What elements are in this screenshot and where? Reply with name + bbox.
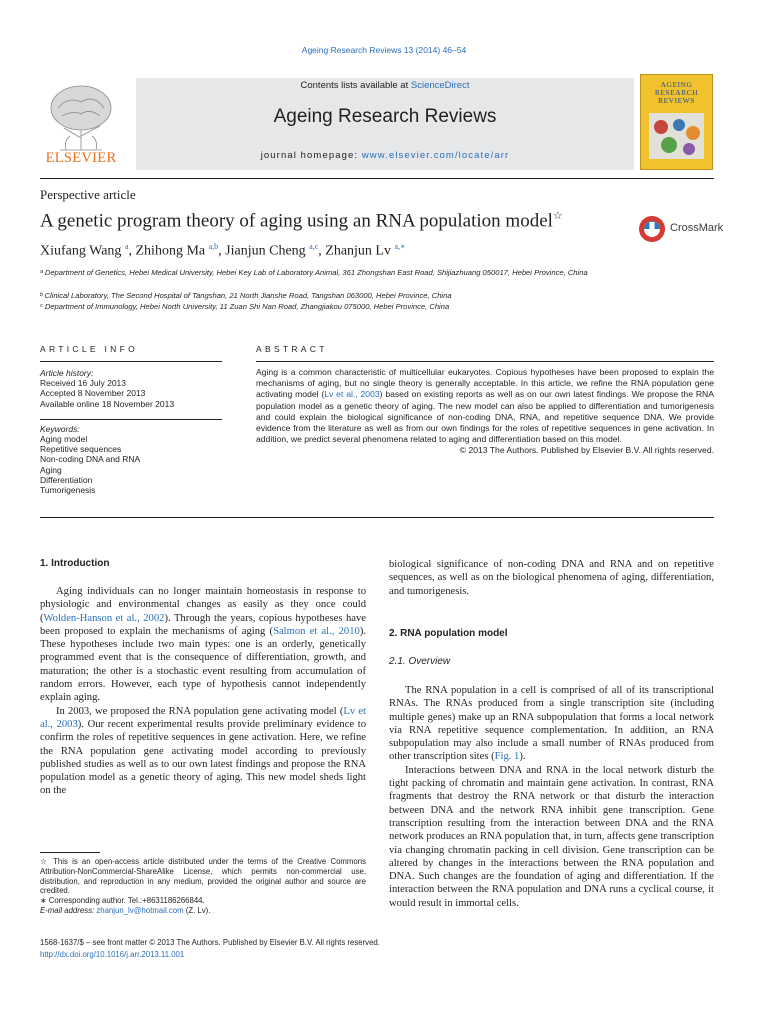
email-link[interactable]: zhanjun_lv@hotmail.com bbox=[96, 905, 184, 915]
article-title bbox=[40, 209, 563, 232]
author-name: Zhihong Ma bbox=[135, 243, 206, 259]
affiliation-a: ᵃ Department of Genetics, Hebei Medical University, Hebei Key Lab of Laboratory Animal, 361 Zhongshan East Road, Shijiazhuang 050017, Hebei Province, China bbox=[40, 268, 588, 277]
text-run: The RNA population in a cell is comprised of all of its transcriptional RNAs. The RNAs produced from a single transcription site (including multiple genes) make up an RNA subpopulation that forms a local network via RNA repetitive sequence complementation. In addition, an RNA subpopulation may also include a small number of RNAs produced from other transcription sites ( bbox=[389, 685, 714, 763]
issn-line: 1568-1637/$ – see front matter © 2013 The Authors. Published by Elsevier B.V. All rights reserved. bbox=[40, 938, 380, 947]
figure-link[interactable]: Fig. 1 bbox=[494, 751, 520, 763]
contents-available-line bbox=[136, 80, 634, 91]
author-list: Xiufang Wang $^a$, Zhihong Ma $^{a,b}$, Jianjun Cheng $^{a,c}$, Zhanjun Lv $^{a,∗}$ bbox=[40, 242, 406, 259]
overview-paragraph-1 bbox=[389, 684, 714, 764]
sciencedirect-link[interactable]: ScienceDirect bbox=[410, 80, 470, 91]
email-suffix: (Z. Lv). bbox=[183, 905, 211, 915]
abstract-label: ABSTRACT bbox=[256, 344, 328, 354]
keywords-label: Keywords: bbox=[40, 423, 80, 434]
crossmark-label: CrossMark bbox=[670, 222, 724, 234]
left-column-body bbox=[40, 585, 366, 798]
article-title-text: A genetic program theory of aging using an RNA population model bbox=[40, 210, 553, 232]
citation-link[interactable]: Lv et al., 2003 bbox=[40, 705, 366, 730]
article-type: Perspective article bbox=[40, 187, 136, 202]
article-info-label: ARTICLE INFO bbox=[40, 344, 139, 354]
text-run: ). bbox=[519, 751, 526, 763]
overview-paragraph-2: Interactions between DNA and RNA in the local network disturb the tight packing of chromatin and maintain gene activation. In contrast, RNA fragments that destroy the RNA network or that disturb the interaction between DNA and the network RNA inhibit gene transcription. Gene transcription resulting from the interaction between DNA and the RNA network produces an RNA population that, in turn, affects gene transcription via changing chromatin packing in cell division. Gene transcription can be altered by changes in the interactions between the RNA population and DNA. Such changes are the foundation of aging and differentiation. If the interaction between the RNA population and DNA runs a cyclical course, it would result in immortal cells. bbox=[389, 764, 714, 909]
keywords-rule bbox=[40, 419, 222, 420]
abstract-copyright: © 2013 The Authors. Published by Elsevier B.V. All rights reserved. bbox=[459, 445, 714, 456]
keyword-item: Aging model bbox=[40, 434, 88, 445]
cover-title: AGEING RESEARCH REVIEWS bbox=[654, 80, 699, 105]
journal-masthead bbox=[40, 70, 714, 170]
email-label: E-mail address: bbox=[40, 905, 97, 915]
text-run: ). These hypotheses include two main types: one is an orderly, genetically programmed event that is the consequence of differentiation, growth, and maturation; the other is a stochastic event resulting from accumulation of random errors. However, each type of hypothesis cannot independently explain aging. bbox=[40, 625, 366, 704]
keyword-item: Tumorigenesis bbox=[40, 485, 96, 496]
email-footnote bbox=[40, 906, 366, 916]
abstract-body bbox=[256, 367, 714, 457]
affiliation-b: ᵇ Clinical Laboratory, The Second Hospital of Tangshan, 21 North Jianshe Road, Tangshan 063000, Hebei Province, China bbox=[40, 291, 452, 300]
page-footer bbox=[40, 937, 714, 961]
accepted-date: Accepted 8 November 2013 bbox=[40, 388, 146, 399]
journal-homepage-line bbox=[136, 150, 634, 161]
homepage-link[interactable]: www.elsevier.com/locate/arr bbox=[361, 150, 510, 161]
intro-paragraph-2 bbox=[40, 705, 366, 798]
footnote-rule bbox=[40, 852, 100, 853]
crossmark-icon bbox=[638, 213, 666, 245]
keyword-item: Non-coding DNA and RNA bbox=[40, 454, 141, 465]
masthead-divider bbox=[40, 178, 714, 179]
journal-citation-link[interactable]: Ageing Research Reviews 13 (2014) 46–54 bbox=[301, 45, 467, 55]
section-heading-rna-population-model: 2. RNA population model bbox=[389, 628, 508, 639]
abstract-divider bbox=[40, 517, 714, 518]
masthead-center-panel bbox=[136, 78, 634, 170]
text-run: Aging individuals can no longer maintain homeostasis in response to physiologic and environmental changes as easily as they once could ( bbox=[40, 586, 366, 624]
doi-link[interactable]: http://dx.doi.org/10.1016/j.arr.2013.11.001 bbox=[40, 950, 185, 959]
subsection-heading-overview: 2.1. Overview bbox=[389, 656, 451, 667]
crossmark-badge[interactable] bbox=[638, 213, 724, 245]
text-run: ). Through the years, copious hypotheses have been proposed to explain the mechanisms of aging ( bbox=[40, 612, 366, 637]
author-name: Xiufang Wang bbox=[40, 243, 122, 259]
intro-paragraph-1 bbox=[40, 585, 366, 705]
author-name: Zhanjun Lv bbox=[325, 243, 391, 259]
section-heading-introduction: 1. Introduction bbox=[40, 558, 110, 569]
article-info-rule bbox=[40, 361, 222, 362]
title-footnote-mark[interactable]: ☆ bbox=[552, 210, 563, 222]
history-label: Article history: bbox=[40, 368, 94, 378]
footnotes bbox=[40, 857, 366, 916]
continued-paragraph: biological significance of non-coding DNA and RNA and on repetitive sequences, as well as on the biological phenomena of aging, differentiation, and tumorigenesis. bbox=[389, 559, 714, 597]
elsevier-wordmark: ELSEVIER bbox=[45, 150, 117, 166]
citation-link[interactable]: Wolden-Hanson et al., 2002 bbox=[43, 612, 165, 624]
author-affiliation-mark[interactable]: a bbox=[124, 242, 129, 251]
text-run: ). Our recent experimental results provide preliminary evidence to confirm the roles of repetitive sequences in gene activation. Here, we refine the RNA population gene activating model according to previously published studies as well as to our own latest findings and propose the RNA population model as a genetic theory of aging. This new model sheds light on the bbox=[40, 718, 366, 797]
keyword-item: Differentiation bbox=[40, 474, 93, 485]
keyword-item: Aging bbox=[40, 464, 62, 475]
cover-illustration bbox=[649, 113, 704, 159]
abstract-text-part: ) based on existing reports as well as on our own latest findings. We propose the RNA population model as a genetic theory of aging. The new model can also be applied to differentiation and tumorigenesis and could explain the biological significance of non-coding DNA, RNA, and repetitive sequence DNA. We provide evidence from the literature as well as from our own findings for the roles of repetitive sequences in gene activation. In addition, we predict several phenomena related to aging and differentiation based on this model. bbox=[256, 389, 714, 445]
right-column-continuation bbox=[389, 558, 714, 598]
abstract-rule bbox=[256, 361, 714, 362]
open-access-footnote: ☆ This is an open-access article distributed under the terms of the Creative Commons Attribution-NonCommercial-ShareAlike License, which permits non-commercial use, distribution, and reproduction in any medium, provided the original author and source are credited. bbox=[40, 857, 366, 896]
abstract-text-part: Aging is a common characteristic of multicellular eukaryotes. Copious hypotheses have been proposed to explain the mechanisms of aging, but no single theory is generally acceptable. In this article, we refine the RNA population gene activating model ( bbox=[256, 367, 714, 400]
author-affiliation-mark[interactable]: a,c bbox=[309, 242, 319, 251]
author-affiliation-mark[interactable]: a,b bbox=[208, 242, 219, 251]
author-affiliation-mark[interactable]: a,∗ bbox=[394, 242, 406, 251]
affiliation-c: ᶜ Department of Immunology, Hebei North University, 11 Zuan Shi Nan Road, Zhangjiakou 075000, Hebei Province, China bbox=[40, 302, 450, 311]
received-date: Received 16 July 2013 bbox=[40, 378, 127, 389]
author-name: Jianjun Cheng bbox=[225, 243, 306, 259]
text-run: In 2003, we proposed the RNA population gene activating model ( bbox=[56, 705, 344, 717]
journal-title: Ageing Research Reviews bbox=[273, 106, 497, 127]
keyword-item: Repetitive sequences bbox=[40, 444, 122, 455]
online-date: Available online 18 November 2013 bbox=[40, 398, 175, 409]
corresponding-author-footnote: ∗ Corresponding author. Tel.:+8631186266844. bbox=[40, 896, 205, 906]
contents-prefix: Contents lists available at bbox=[300, 80, 411, 91]
homepage-prefix: journal homepage: bbox=[260, 150, 362, 161]
article-info-block bbox=[40, 368, 220, 495]
journal-cover-thumbnail[interactable] bbox=[640, 74, 713, 170]
citation-link[interactable]: Salmon et al., 2010 bbox=[273, 625, 360, 637]
abstract-citation-link[interactable]: Lv et al., 2003 bbox=[324, 389, 380, 400]
right-column-body bbox=[389, 684, 714, 910]
